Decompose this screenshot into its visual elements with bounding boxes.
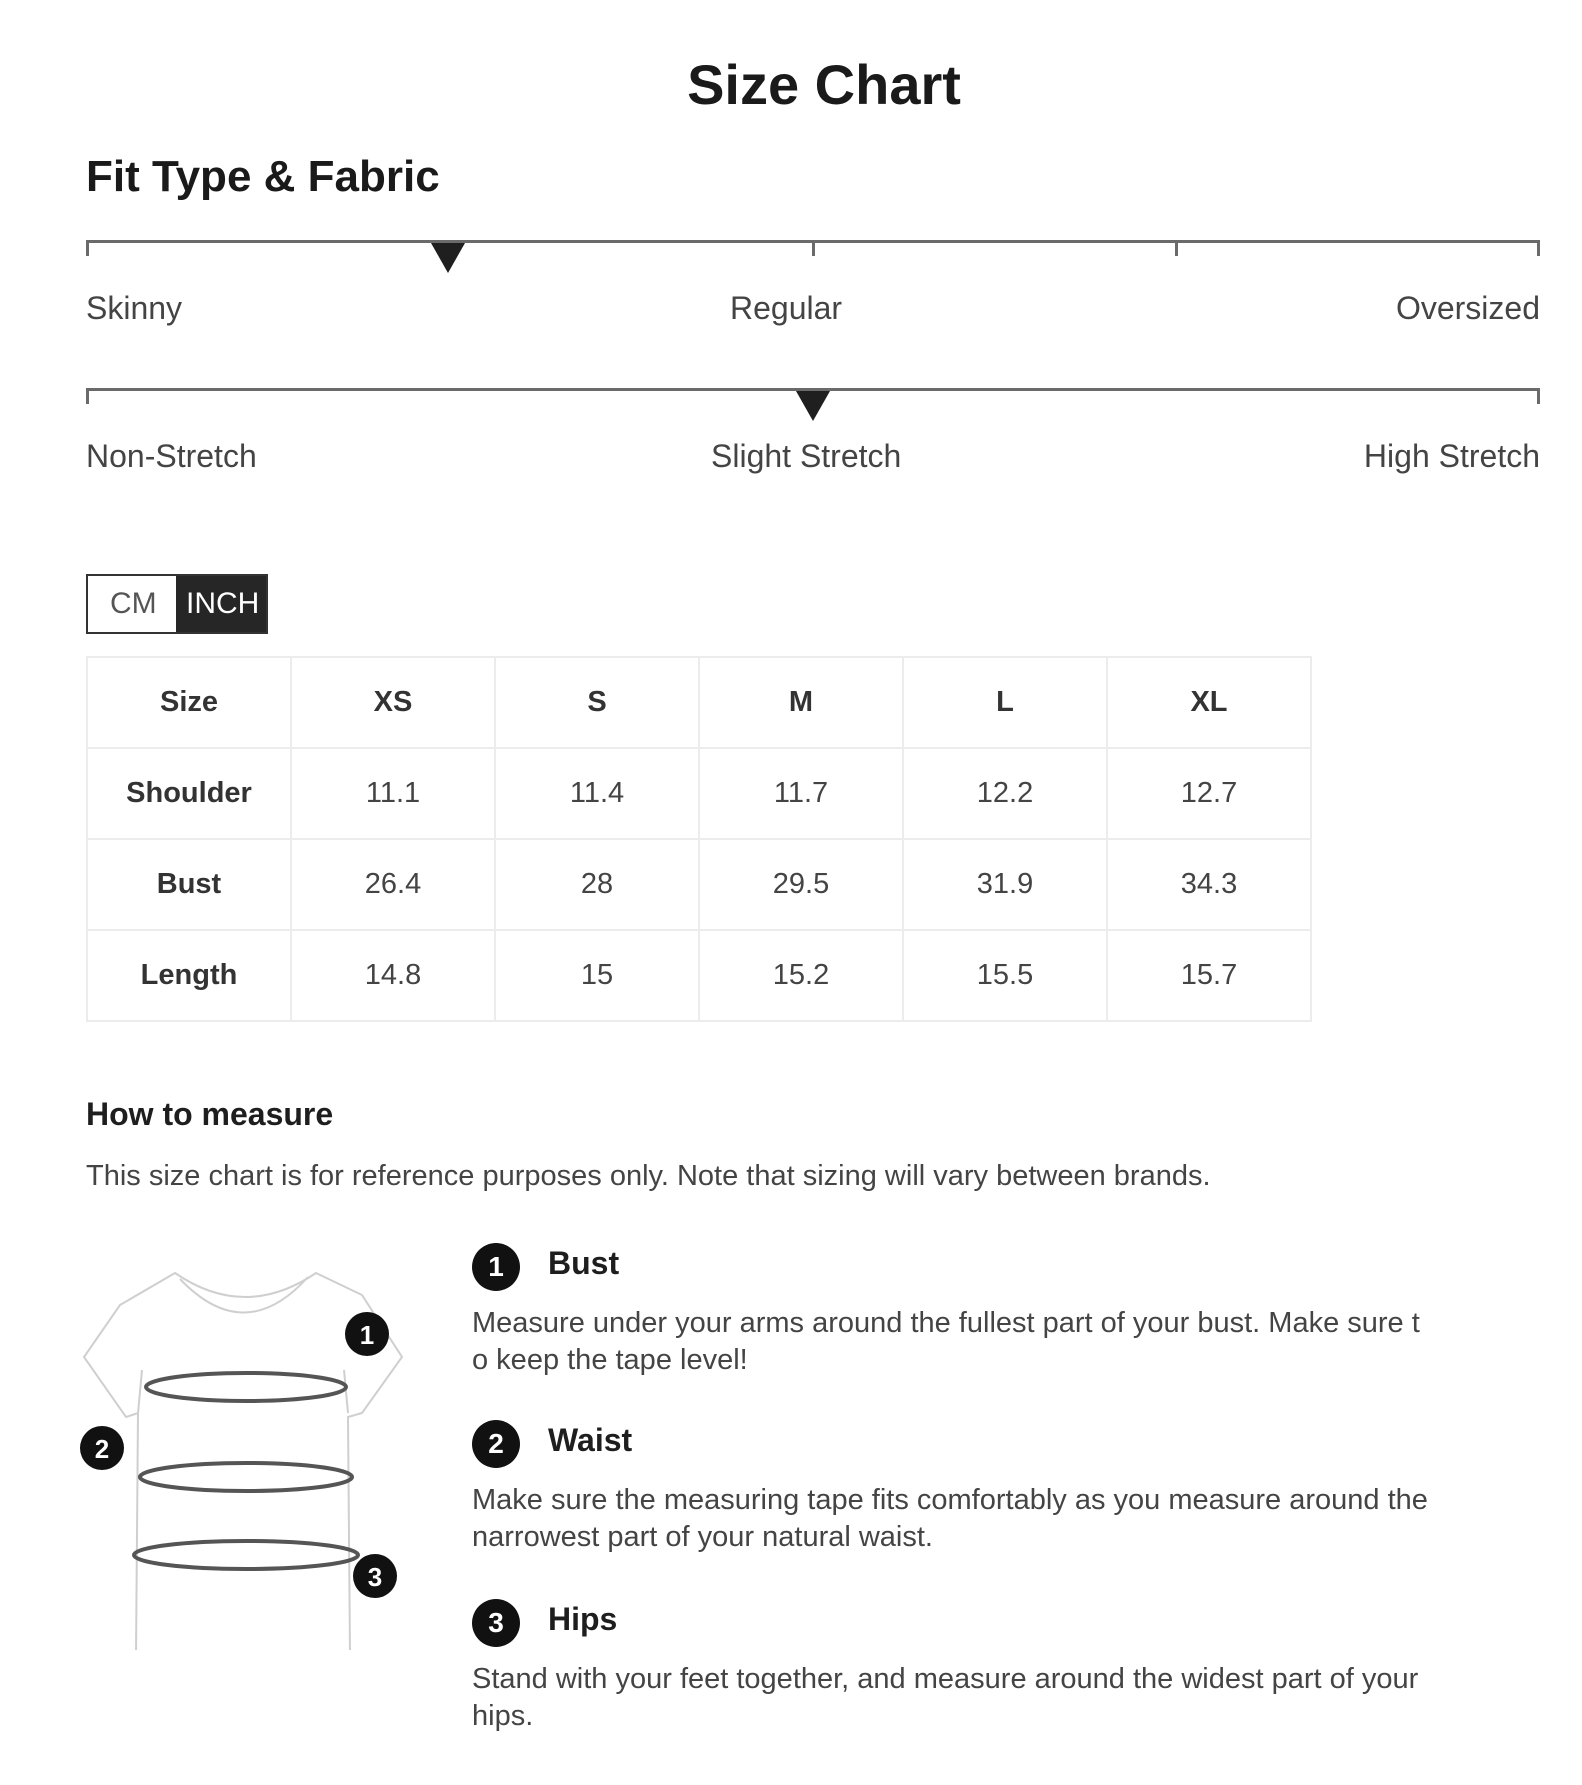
table-cell: 29.5 [699,839,903,930]
stretch-scale-tick [86,388,89,404]
stretch-label-high: High Stretch [1363,438,1540,474]
table-cell: 28 [495,839,699,930]
fit-scale [86,240,1540,330]
reference-note: This size chart is for reference purposes only. Note that sizing will vary between brands. [86,1160,1211,1192]
table-cell: 15.7 [1107,930,1311,1021]
stretch-label-non: Non-Stretch [86,438,257,474]
table-header-cell: M [699,657,903,748]
how-to-measure-title: How to measure [86,1096,334,1132]
measure-description: Stand with your feet together, and measure around the widest part of your hips. [472,1663,1419,1732]
diagram-badge-3-text: 3 [367,1562,383,1592]
table-cell: 11.1 [291,748,495,839]
fit-scale-tick [1537,240,1540,256]
page-title: Size Chart [687,53,961,116]
measure-name: Waist [548,1422,633,1458]
diagram-badge-2-text: 2 [94,1434,110,1464]
stretch-scale-marker [796,391,830,421]
table-cell: 14.8 [291,930,495,1021]
table-row-label: Bust [87,839,291,930]
stretch-scale-tick [1537,388,1540,404]
measure-item-bust [472,1243,1432,1379]
stretch-scale [86,388,1540,478]
number-badge: 1 [472,1243,520,1291]
table-cell: 15.2 [699,930,903,1021]
table-cell: 12.7 [1107,748,1311,839]
fit-label-regular: Regular [730,290,843,326]
table-row [87,748,1311,839]
table-cell: 11.7 [699,748,903,839]
fit-type-title: Fit Type & Fabric [86,152,440,201]
diagram-badge-2 [80,1426,124,1470]
measure-item-hips [472,1599,1432,1735]
unit-inch-button[interactable]: INCH [176,576,266,632]
table-header-cell: L [903,657,1107,748]
measure-description: Make sure the measuring tape fits comfortably as you measure around the narrowest part of your natural waist. [472,1484,1428,1553]
diagram-badge-1-text: 1 [359,1320,375,1350]
table-header-cell: XL [1107,657,1311,748]
table-header-cell: S [495,657,699,748]
table-cell: 12.2 [903,748,1107,839]
number-badge: 3 [472,1599,520,1647]
tshirt-diagram [80,1265,420,1650]
table-cell: 34.3 [1107,839,1311,930]
measure-name: Hips [548,1601,618,1637]
fit-scale-tick [86,240,89,256]
table-row [87,930,1311,1021]
unit-cm-button[interactable]: CM [88,576,176,632]
table-cell: 26.4 [291,839,495,930]
fit-label-oversized: Oversized [1395,290,1540,326]
measure-description: Measure under your arms around the fullest part of your bust. Make sure to keep the tape level! [472,1307,1420,1376]
measure-name: Bust [548,1245,620,1281]
measure-item-waist [472,1420,1432,1556]
table-header-row [87,657,1311,748]
size-table [86,656,1312,1022]
table-row-label: Length [87,930,291,1021]
table-cell: 15 [495,930,699,1021]
stretch-label-slight: Slight Stretch [711,438,902,474]
table-cell: 11.4 [495,748,699,839]
unit-toggle [86,574,268,634]
table-header-cell: Size [87,657,291,748]
fit-scale-marker [431,243,465,273]
table-header-cell: XS [291,657,495,748]
number-badge: 2 [472,1420,520,1468]
diagram-badge-1 [345,1312,389,1356]
table-cell: 31.9 [903,839,1107,930]
diagram-badge-3 [353,1554,397,1598]
fit-label-skinny: Skinny [86,290,183,326]
fit-scale-tick [812,240,815,256]
fit-scale-tick [1175,240,1178,256]
table-cell: 15.5 [903,930,1107,1021]
table-row [87,839,1311,930]
table-row-label: Shoulder [87,748,291,839]
